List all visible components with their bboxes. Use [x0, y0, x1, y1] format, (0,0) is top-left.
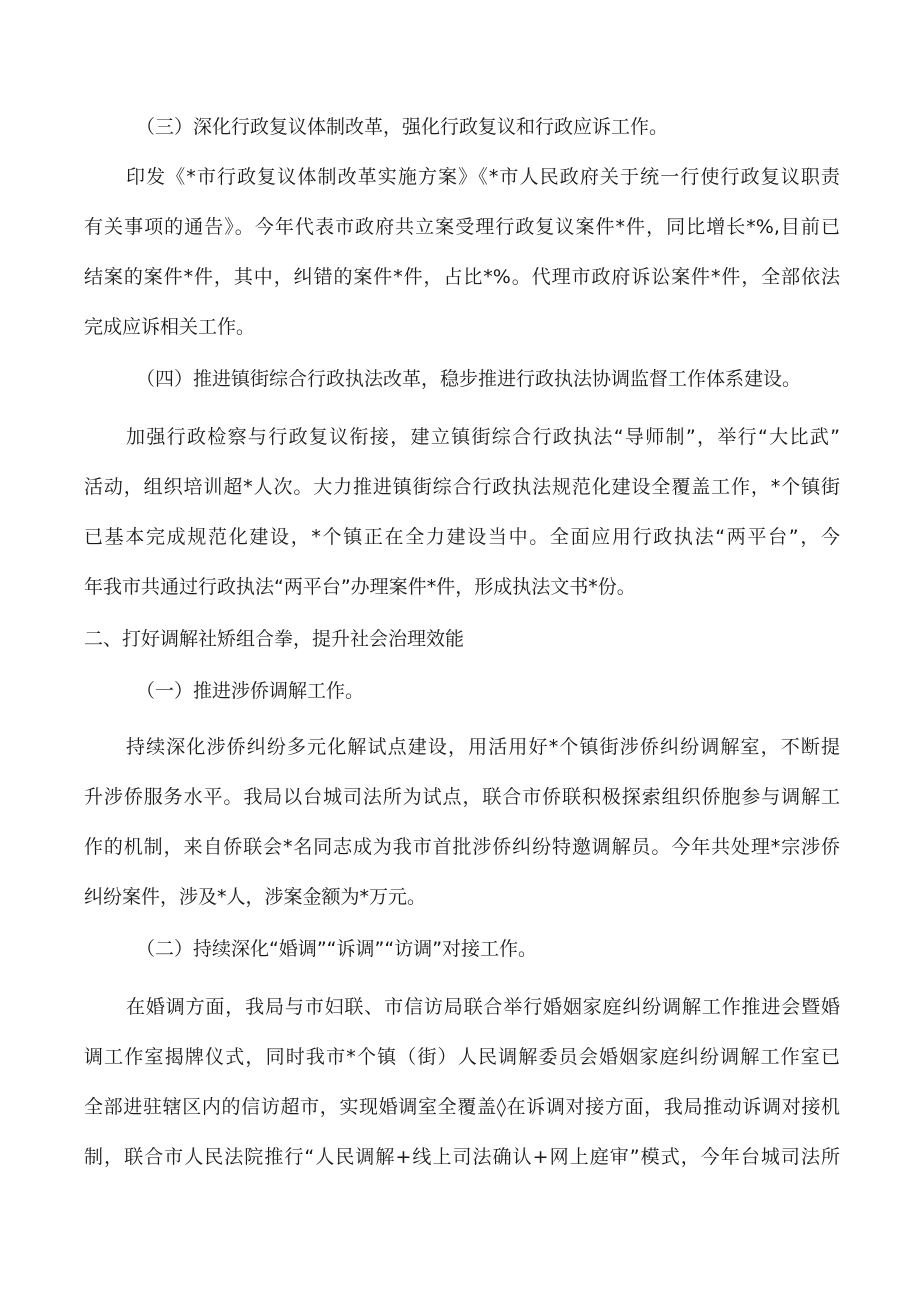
- paragraph-line: 已基本完成规范化建设，*个镇正在全力建设当中。全面应用行政执法“两平台”，今: [84, 526, 840, 548]
- paragraph-line: 调工作室揭牌仪式，同时我市*个镇（街）人民调解委员会婚姻家庭纠纷调解工作室已: [84, 1046, 840, 1068]
- paragraph-line: 加强行政检察与行政复议衔接，建立镇街综合行政执法“导师制”，举行“大比武”: [126, 426, 840, 448]
- paragraph-line: 年我市共通过行政执法“两平台”办理案件*件，形成执法文书*份。: [84, 576, 636, 598]
- paragraph-line: 持续深化涉侨纠纷多元化解试点建设，用活用好*个镇街涉侨纠纷调解室，不断提: [126, 736, 840, 758]
- paragraph-line: 印发《*市行政复议体制改革实施方案》《*市人民政府关于统一行使行政复议职责: [126, 166, 840, 188]
- paragraph-line: 活动，组织培训超*人次。大力推进镇街综合行政执法规范化建设全覆盖工作，*个镇街: [84, 476, 840, 498]
- paragraph-line: 在婚调方面，我局与市妇联、市信访局联合举行婚姻家庭纠纷调解工作推进会暨婚: [126, 996, 840, 1018]
- paragraph-line: 全部进驻辖区内的信访超市，实现婚调室全覆盖◊在诉调对接方面，我局推动诉调对接机: [84, 1096, 840, 1118]
- paragraph-line: 制，联合市人民法院推行“人民调解+线上司法确认+网上庭审”模式，今年台城司法所: [84, 1146, 840, 1168]
- subheading-3: （三）深化行政复议体制改革，强化行政复议和行政应诉工作。: [136, 116, 669, 138]
- paragraph-line: 完成应诉相关工作。: [84, 316, 256, 338]
- section-heading-2: 二、打好调解社矫组合拳，提升社会治理效能: [84, 628, 465, 650]
- subheading-1: （一）推进涉侨调解工作。: [136, 680, 365, 702]
- paragraph-line: 结案的案件*件，其中，纠错的案件*件，占比*%。代理市政府诉讼案件*件，全部依法: [84, 266, 840, 288]
- subheading-4: （四）推进镇街综合行政执法改革，稳步推进行政执法协调监督工作体系建设。: [136, 368, 802, 390]
- paragraph-line: 纠纷案件，涉及*人，涉案金额为*万元。: [84, 886, 427, 908]
- paragraph-line: 升涉侨服务水平。我局以台城司法所为试点，联合市侨联积极探索组织侨胞参与调解工: [84, 786, 840, 808]
- subheading-2: （二）持续深化“婚调”“诉调”“访调”对接工作。: [136, 938, 538, 960]
- paragraph-line: 有关事项的通告》。今年代表市政府共立案受理行政复议案件*件，同比增长*%,目前已: [84, 216, 840, 238]
- paragraph-line: 作的机制，来自侨联会*名同志成为我市首批涉侨纠纷特邀调解员。今年共处理*宗涉侨: [84, 836, 840, 858]
